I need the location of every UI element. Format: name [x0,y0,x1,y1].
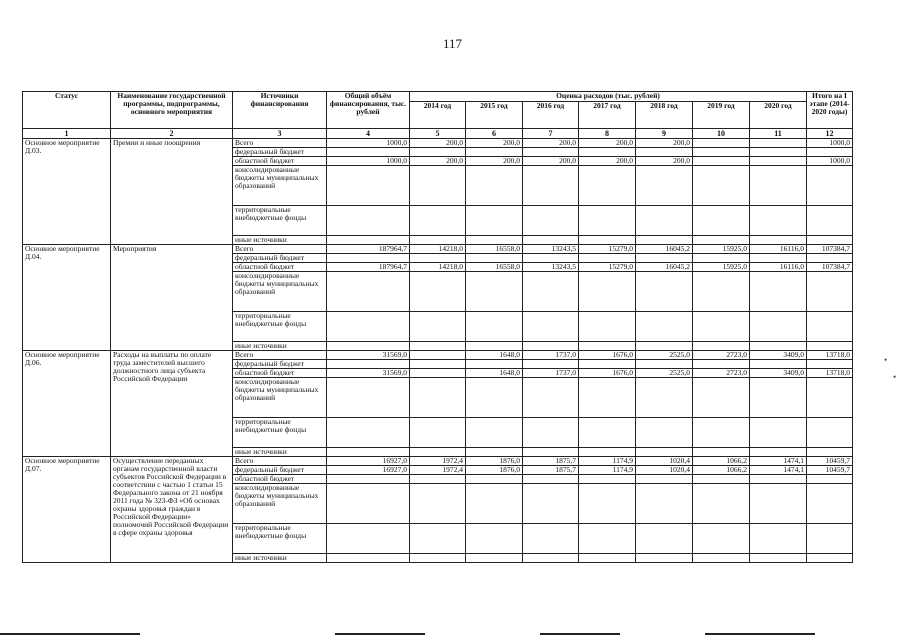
value-cell [327,272,410,312]
value-cell: 1000,0 [327,139,410,148]
value-cell [410,351,466,360]
value-cell [693,418,750,448]
value-cell: 200,0 [466,157,523,166]
value-cell: 2723,0 [693,351,750,360]
value-cell [410,524,466,554]
value-cell [579,166,636,206]
value-cell: 15925,0 [693,245,750,254]
value-cell: 16927,0 [327,466,410,475]
value-cell [327,206,410,236]
value-cell [579,148,636,157]
value-cell: 1066,2 [693,457,750,466]
value-cell [523,378,579,418]
value-cell: 200,0 [410,157,466,166]
value-cell [466,206,523,236]
value-cell: 16045,2 [636,263,693,272]
header-status: Статус [23,92,111,129]
value-cell [327,484,410,524]
value-cell [750,524,807,554]
col-number: 3 [233,129,327,139]
value-cell [636,312,693,342]
value-cell [636,272,693,312]
value-cell [750,166,807,206]
scan-rule-fragment [705,633,815,635]
value-cell [636,148,693,157]
value-cell [466,254,523,263]
funding-source-cell: территориальные внебюджетные фонды [233,524,327,554]
value-cell [410,206,466,236]
value-cell [750,312,807,342]
value-cell [327,475,410,484]
value-cell [693,254,750,263]
value-cell: 3409,0 [750,369,807,378]
value-cell [750,157,807,166]
funding-source-cell: территориальные внебюджетные фонды [233,418,327,448]
scan-rule-fragment [540,633,620,635]
value-cell [693,206,750,236]
value-cell: 1972,4 [410,457,466,466]
value-cell: 1648,0 [466,351,523,360]
value-cell [693,524,750,554]
value-cell: 2525,0 [636,351,693,360]
value-cell [410,272,466,312]
value-cell [466,148,523,157]
value-cell: 200,0 [636,139,693,148]
value-cell [523,312,579,342]
value-cell [693,475,750,484]
value-cell: 200,0 [579,139,636,148]
value-cell [579,484,636,524]
value-cell [693,554,750,563]
funding-source-cell: областной бюджет [233,475,327,484]
value-cell [410,418,466,448]
value-cell [466,554,523,563]
col-number: 10 [693,129,750,139]
header-year: 2020 год [750,102,807,129]
value-cell [523,448,579,457]
value-cell [579,272,636,312]
value-cell [410,312,466,342]
col-number: 1 [23,129,111,139]
value-cell [327,378,410,418]
value-cell: 15279,0 [579,245,636,254]
value-cell: 15925,0 [693,263,750,272]
table-row [23,139,853,148]
status-cell: Основное мероприятие Д.07. [23,457,111,563]
value-cell [807,378,853,418]
value-cell [750,554,807,563]
value-cell [410,148,466,157]
value-cell: 16558,0 [466,263,523,272]
value-cell [636,484,693,524]
value-cell: 1876,0 [466,457,523,466]
value-cell [636,236,693,245]
value-cell: 1000,0 [327,157,410,166]
funding-source-cell: иные источники [233,342,327,351]
value-cell: 107384,7 [807,263,853,272]
value-cell [807,206,853,236]
value-cell: 1174,9 [579,457,636,466]
status-cell: Основное мероприятие Д.04. [23,245,111,351]
value-cell: 10459,7 [807,466,853,475]
header-total-volume: Общий объём финансирования, тыс. рублей [327,92,410,129]
value-cell: 1020,4 [636,457,693,466]
value-cell: 1474,1 [750,466,807,475]
value-cell [410,475,466,484]
value-cell: 1676,0 [579,369,636,378]
scan-rule-fragment [0,633,140,635]
value-cell [410,360,466,369]
funding-source-cell: областной бюджет [233,263,327,272]
value-cell [579,312,636,342]
header-estimate: Оценка расходов (тыс. рублей) [410,92,807,102]
value-cell: 1174,9 [579,466,636,475]
value-cell [327,524,410,554]
value-cell [523,360,579,369]
value-cell: 16116,0 [750,263,807,272]
value-cell [579,360,636,369]
value-cell [523,524,579,554]
value-cell [636,360,693,369]
value-cell [523,148,579,157]
funding-source-cell: консолидированные бюджеты муниципальных образований [233,166,327,206]
value-cell [636,448,693,457]
value-cell [523,166,579,206]
col-number: 8 [579,129,636,139]
funding-source-cell: Всего [233,457,327,466]
funding-source-cell: иные источники [233,554,327,563]
funding-source-cell: иные источники [233,448,327,457]
funding-source-cell: областной бюджет [233,157,327,166]
value-cell [750,448,807,457]
value-cell: 1066,2 [693,466,750,475]
value-cell [410,369,466,378]
header-sources: Источники финансирования [233,92,327,129]
value-cell [636,418,693,448]
value-cell [466,378,523,418]
value-cell [579,254,636,263]
value-cell: 14218,0 [410,263,466,272]
value-cell [466,418,523,448]
col-number: 7 [523,129,579,139]
value-cell [523,554,579,563]
value-cell [807,554,853,563]
value-cell: 200,0 [523,139,579,148]
value-cell [807,448,853,457]
col-number: 12 [807,129,853,139]
value-cell [523,484,579,524]
value-cell: 16558,0 [466,245,523,254]
value-cell: 14218,0 [410,245,466,254]
program-name-cell: Премии и иные поощрения [111,139,233,245]
value-cell [523,342,579,351]
header-year: 2015 год [466,102,523,129]
margin-mark: • [893,372,897,382]
value-cell [523,254,579,263]
table-row [23,351,853,360]
value-cell: 187964,7 [327,245,410,254]
value-cell: 15279,0 [579,263,636,272]
scan-rule-fragment [335,633,425,635]
value-cell [636,475,693,484]
funding-source-cell: федеральный бюджет [233,148,327,157]
value-cell [693,148,750,157]
value-cell [807,524,853,554]
value-cell: 13243,5 [523,245,579,254]
value-cell [466,272,523,312]
value-cell [693,484,750,524]
value-cell [327,312,410,342]
col-number: 11 [750,129,807,139]
value-cell [410,342,466,351]
status-cell: Основное мероприятие Д.03. [23,139,111,245]
value-cell [636,342,693,351]
header-year: 2016 год [523,102,579,129]
value-cell [636,206,693,236]
value-cell [466,448,523,457]
value-cell [579,418,636,448]
value-cell: 107384,7 [807,245,853,254]
value-cell: 187964,7 [327,263,410,272]
value-cell: 1020,4 [636,466,693,475]
funding-source-cell: областной бюджет [233,369,327,378]
value-cell [750,139,807,148]
value-cell [410,254,466,263]
value-cell: 200,0 [466,139,523,148]
value-cell [750,342,807,351]
funding-source-cell: Всего [233,139,327,148]
value-cell [807,236,853,245]
funding-source-cell: территориальные внебюджетные фонды [233,206,327,236]
value-cell: 200,0 [410,139,466,148]
funding-source-cell: Всего [233,351,327,360]
value-cell [466,475,523,484]
value-cell: 1000,0 [807,139,853,148]
value-cell [466,342,523,351]
value-cell [466,166,523,206]
page-number: 117 [442,36,463,51]
value-cell: 1648,0 [466,369,523,378]
value-cell [750,378,807,418]
value-cell [410,484,466,524]
value-cell [807,166,853,206]
value-cell: 13243,5 [523,263,579,272]
value-cell [523,206,579,236]
value-cell [807,475,853,484]
value-cell [807,272,853,312]
col-number: 2 [111,129,233,139]
value-cell: 13718,0 [807,351,853,360]
value-cell [579,378,636,418]
value-cell [693,272,750,312]
value-cell [523,236,579,245]
value-cell [693,236,750,245]
value-cell: 200,0 [636,157,693,166]
value-cell [636,166,693,206]
value-cell [327,148,410,157]
value-cell [807,148,853,157]
header-year: 2014 год [410,102,466,129]
value-cell [807,484,853,524]
value-cell [750,475,807,484]
value-cell [410,448,466,457]
value-cell [327,236,410,245]
value-cell: 16927,0 [327,457,410,466]
value-cell: 16045,2 [636,245,693,254]
value-cell [466,484,523,524]
value-cell [807,312,853,342]
value-cell [579,524,636,554]
value-cell: 1875,7 [523,466,579,475]
value-cell [636,524,693,554]
value-cell: 1875,7 [523,457,579,466]
col-number: 9 [636,129,693,139]
value-cell [410,166,466,206]
value-cell [466,236,523,245]
col-number: 5 [410,129,466,139]
value-cell: 1737,0 [523,351,579,360]
value-cell [693,139,750,148]
value-cell: 200,0 [523,157,579,166]
value-cell [327,360,410,369]
value-cell [750,206,807,236]
header-year: 2019 год [693,102,750,129]
value-cell [750,254,807,263]
value-cell [693,342,750,351]
funding-source-cell: консолидированные бюджеты муниципальных образований [233,272,327,312]
value-cell [636,554,693,563]
status-cell: Основное мероприятие Д.06. [23,351,111,457]
value-cell: 200,0 [579,157,636,166]
value-cell: 3409,0 [750,351,807,360]
value-cell [466,524,523,554]
value-cell [636,378,693,418]
program-name-cell: Расходы на выплаты по оплате труда заместителей высшего должностного лица субъекта Российской Федерации [111,351,233,457]
value-cell: 2525,0 [636,369,693,378]
value-cell: 16116,0 [750,245,807,254]
value-cell [693,448,750,457]
value-cell [523,475,579,484]
value-cell: 1676,0 [579,351,636,360]
program-name-cell: Осуществление переданных органам государственной власти субъектов Российской Федерации в соответствии с частью 1 статьи 15 Федерального закона от 21 ноября 2011 года № 323-ФЗ «Об основах охраны здоровья граждан в Российской Федерации» полномочий Российской Федерации в сфере охраны здоровья [111,457,233,563]
value-cell [807,342,853,351]
header-name: Наименование государственной программы, подпрограммы, основного мероприятия [111,92,233,129]
value-cell [327,254,410,263]
value-cell: 1737,0 [523,369,579,378]
value-cell [750,272,807,312]
value-cell [807,254,853,263]
value-cell [410,236,466,245]
value-cell [750,148,807,157]
value-cell [579,475,636,484]
value-cell: 13718,0 [807,369,853,378]
value-cell [750,236,807,245]
value-cell [579,236,636,245]
funding-source-cell: Всего [233,245,327,254]
value-cell [523,272,579,312]
value-cell [750,360,807,369]
value-cell [466,312,523,342]
value-cell [327,448,410,457]
value-cell [466,360,523,369]
value-cell [750,484,807,524]
value-cell [327,554,410,563]
value-cell: 1972,4 [410,466,466,475]
value-cell [523,418,579,448]
funding-source-cell: территориальные внебюджетные фонды [233,312,327,342]
col-number: 6 [466,129,523,139]
value-cell: 10459,7 [807,457,853,466]
header-year: 2018 год [636,102,693,129]
value-cell [579,342,636,351]
value-cell [579,554,636,563]
value-cell: 1000,0 [807,157,853,166]
funding-source-cell: федеральный бюджет [233,466,327,475]
header-year: 2017 год [579,102,636,129]
value-cell [693,166,750,206]
value-cell: 2723,0 [693,369,750,378]
header-stage-total: Итого на I этапе (2014-2020 годы) [807,92,853,129]
value-cell [636,254,693,263]
value-cell [807,418,853,448]
value-cell [750,418,807,448]
funding-source-cell: федеральный бюджет [233,360,327,369]
table-row [23,457,853,466]
value-cell [693,378,750,418]
value-cell [579,206,636,236]
value-cell: 1474,1 [750,457,807,466]
value-cell [693,157,750,166]
value-cell [693,360,750,369]
value-cell [410,378,466,418]
value-cell: 1876,0 [466,466,523,475]
value-cell [807,360,853,369]
value-cell [579,448,636,457]
value-cell [693,312,750,342]
table-row [23,245,853,254]
margin-mark: • [884,355,888,365]
funding-source-cell: иные источники [233,236,327,245]
funding-source-cell: консолидированные бюджеты муниципальных образований [233,484,327,524]
funding-source-cell: консолидированные бюджеты муниципальных образований [233,378,327,418]
value-cell [410,554,466,563]
value-cell: 31569,0 [327,369,410,378]
col-number: 4 [327,129,410,139]
value-cell [327,166,410,206]
program-name-cell: Мероприятия [111,245,233,351]
value-cell [327,418,410,448]
value-cell: 31569,0 [327,351,410,360]
funding-source-cell: федеральный бюджет [233,254,327,263]
value-cell [327,342,410,351]
budget-table [22,91,853,563]
